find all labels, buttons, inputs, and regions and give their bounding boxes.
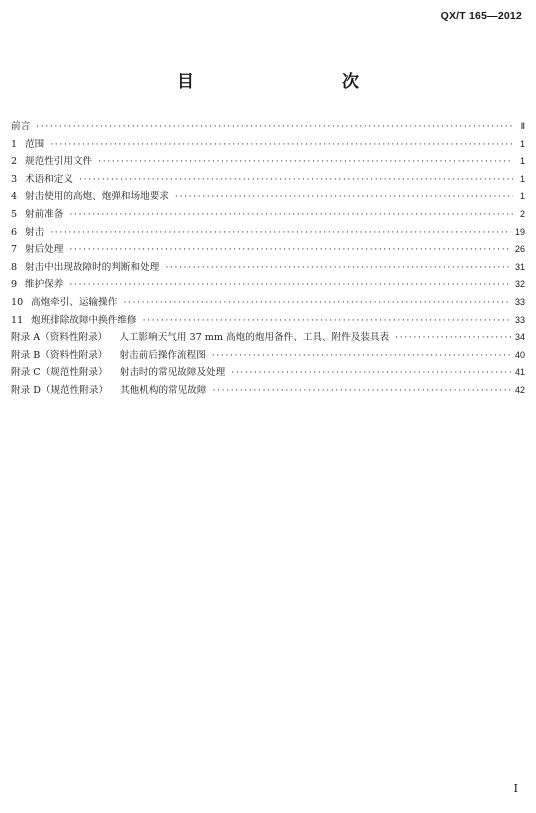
toc-entry-title: 射击 [25, 226, 45, 238]
toc-entry-8[interactable] [11, 259, 525, 277]
toc-entry-page: 41 [514, 367, 525, 378]
toc-entry-page: 33 [514, 314, 525, 325]
toc-entry-title: 射后处理 [25, 244, 64, 256]
toc-entry-number: 4 [11, 191, 18, 203]
toc-entry-page: 32 [514, 279, 525, 290]
toc-entry-number: 5 [11, 208, 18, 220]
toc-entry-title: 前言 [11, 121, 31, 132]
toc-leader-dots [69, 276, 511, 294]
toc-entry-title: 高炮牵引、运输操作 [31, 296, 118, 308]
toc-entry-10[interactable] [11, 294, 525, 312]
toc-entry-appendix-d[interactable] [11, 382, 525, 400]
toc-leader-dots [165, 259, 511, 277]
toc-entry-title: 其他机构的常见故障 [120, 384, 207, 396]
toc-entry-page: 34 [514, 332, 525, 343]
toc-leader-dots [143, 312, 511, 330]
toc-entry-2[interactable] [11, 153, 525, 171]
toc-entry-title: 炮班排除故障中换件维修 [31, 314, 137, 326]
toc-entry-7[interactable] [11, 241, 525, 259]
toc-entry-title: 规范性引用文件 [25, 156, 93, 168]
toc-entry-page: 2 [519, 208, 525, 219]
toc-leader-dots [231, 364, 511, 382]
toc-entry-4[interactable] [11, 188, 525, 206]
toc-entry-number: 8 [11, 261, 18, 273]
toc-entry-page: 33 [514, 296, 525, 307]
toc-entry-page: 1 [519, 138, 525, 149]
toc-leader-dots [212, 382, 511, 400]
toc-entry-number: 2 [11, 156, 18, 168]
toc-entry-number: 10 [11, 296, 24, 308]
toc-leader-dots [175, 188, 513, 206]
toc-entry-title: 射击使用的高炮、炮弹和场地要求 [25, 191, 169, 203]
footer-page-number: Ⅰ [513, 782, 518, 795]
toc-entry-number: 11 [11, 314, 24, 326]
toc-entry-title: 术语和定义 [25, 173, 73, 185]
toc-leader-dots [50, 224, 511, 242]
table-of-contents [11, 118, 525, 400]
toc-entry-title: 射前准备 [25, 208, 64, 220]
toc-entry-number: 1 [11, 138, 18, 150]
toc-entry-11[interactable] [11, 312, 525, 330]
toc-appendix-label: 附录 B（资料性附录） [11, 349, 108, 361]
toc-entry-title: 射击前后操作流程图 [119, 349, 206, 361]
toc-entry-appendix-c[interactable] [11, 364, 525, 382]
toc-entry-title: 射击中出现故障时的判断和处理 [25, 261, 160, 273]
toc-entry-page: 19 [514, 226, 525, 237]
toc-entry-title: 维护保养 [25, 279, 64, 291]
toc-entry-page: Ⅱ [520, 121, 525, 131]
toc-leader-dots [69, 206, 513, 224]
toc-leader-dots [36, 118, 513, 136]
toc-leader-dots [69, 241, 511, 259]
toc-leader-dots [79, 171, 513, 189]
toc-entry-9[interactable] [11, 276, 525, 294]
toc-entry-page: 40 [514, 349, 525, 360]
toc-entry-appendix-a[interactable] [11, 329, 525, 347]
toc-leader-dots [50, 136, 513, 154]
toc-leader-dots [123, 294, 511, 312]
toc-entry-6[interactable] [11, 224, 525, 242]
standard-code: QX/T 165—2012 [440, 10, 522, 22]
toc-entry-foreword[interactable] [11, 118, 525, 136]
toc-appendix-label: 附录 A（资料性附录） [11, 332, 108, 344]
toc-leader-dots [98, 153, 513, 171]
toc-entry-number: 9 [11, 279, 18, 291]
toc-entry-5[interactable] [11, 206, 525, 224]
toc-entry-page: 26 [514, 244, 525, 255]
toc-entry-page: 31 [514, 261, 525, 272]
toc-entry-number: 7 [11, 244, 18, 256]
toc-appendix-label: 附录 C（规范性附录） [11, 367, 108, 379]
toc-entry-number: 6 [11, 226, 18, 238]
toc-entry-appendix-b[interactable] [11, 347, 525, 365]
toc-entry-title: 人工影响天气用 37 mm 高炮的炮用备件、工具、附件及装具表 [119, 332, 390, 344]
toc-entry-title: 射击时的常见故障及处理 [119, 367, 226, 379]
toc-entry-page: 1 [519, 173, 525, 184]
toc-leader-dots [212, 347, 511, 365]
toc-leader-dots [395, 329, 511, 347]
toc-entry-page: 42 [514, 384, 525, 395]
toc-appendix-label: 附录 D（规范性附录） [11, 384, 109, 396]
toc-entry-page: 1 [519, 156, 525, 167]
toc-entry-title: 范围 [25, 138, 45, 150]
toc-entry-number: 3 [11, 173, 18, 185]
page-title: 目 次 [177, 72, 397, 92]
toc-entry-3[interactable] [11, 171, 525, 189]
toc-entry-1[interactable] [11, 136, 525, 154]
toc-entry-page: 1 [519, 191, 525, 202]
